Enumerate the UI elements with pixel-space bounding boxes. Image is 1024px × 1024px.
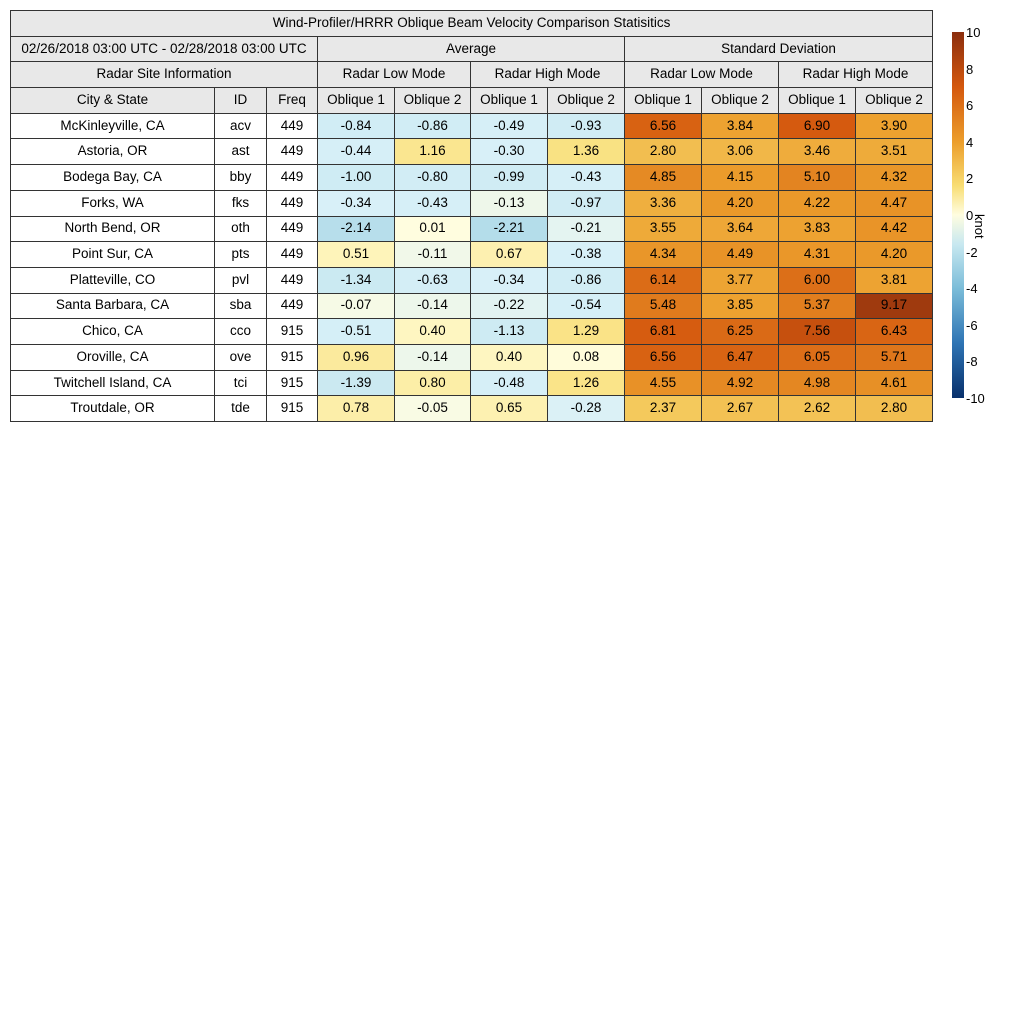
cell-avg-low-oblique-1: 0.96 — [318, 344, 395, 370]
cell-avg-low-oblique-1: -0.51 — [318, 319, 395, 345]
cell-city: McKinleyville, CA — [11, 113, 215, 139]
cell-freq: 449 — [267, 242, 318, 268]
date-range: 02/26/2018 03:00 UTC - 02/28/2018 03:00 UTC — [11, 36, 318, 62]
cell-freq: 915 — [267, 370, 318, 396]
colorbar-tick-label: 0 — [966, 208, 974, 223]
cell-avg-high-oblique-1: -0.13 — [471, 190, 548, 216]
cell-std-low-oblique-2: 4.15 — [702, 165, 779, 191]
cell-avg-low-oblique-2: -0.14 — [395, 293, 471, 319]
cell-std-high-oblique-2: 3.51 — [856, 139, 933, 165]
cell-avg-low-oblique-2: -0.43 — [395, 190, 471, 216]
table-row — [11, 190, 933, 216]
cell-avg-low-oblique-2: 0.01 — [395, 216, 471, 242]
cell-avg-low-oblique-1: -0.07 — [318, 293, 395, 319]
cell-freq: 449 — [267, 113, 318, 139]
cell-avg-high-oblique-2: 1.26 — [548, 370, 625, 396]
colorbar — [952, 32, 964, 398]
cell-std-high-oblique-1: 4.31 — [779, 242, 856, 268]
col-header-std-high-oblique-1: Oblique 1 — [779, 88, 856, 114]
cell-avg-low-oblique-2: 0.40 — [395, 319, 471, 345]
site-info-header: Radar Site Information — [11, 62, 318, 88]
col-header-avg-high-oblique-2: Oblique 2 — [548, 88, 625, 114]
cell-std-low-oblique-2: 3.85 — [702, 293, 779, 319]
cell-avg-high-oblique-2: -0.93 — [548, 113, 625, 139]
colorbar-tick-label: -8 — [966, 354, 978, 370]
avg-high-mode-header: Radar High Mode — [471, 62, 625, 88]
cell-std-low-oblique-1: 2.37 — [625, 396, 702, 422]
cell-city: Troutdale, OR — [11, 396, 215, 422]
std-low-mode-header: Radar Low Mode — [625, 62, 779, 88]
cell-std-high-oblique-1: 6.00 — [779, 267, 856, 293]
cell-std-high-oblique-2: 3.90 — [856, 113, 933, 139]
cell-id: pts — [215, 242, 267, 268]
table-row — [11, 216, 933, 242]
cell-std-low-oblique-2: 3.77 — [702, 267, 779, 293]
cell-avg-low-oblique-1: -1.39 — [318, 370, 395, 396]
cell-avg-high-oblique-2: -0.38 — [548, 242, 625, 268]
cell-freq: 449 — [267, 293, 318, 319]
cell-city: Chico, CA — [11, 319, 215, 345]
cell-std-high-oblique-2: 4.61 — [856, 370, 933, 396]
cell-city: Santa Barbara, CA — [11, 293, 215, 319]
cell-avg-high-oblique-2: -0.21 — [548, 216, 625, 242]
cell-avg-low-oblique-2: -0.11 — [395, 242, 471, 268]
cell-std-low-oblique-1: 5.48 — [625, 293, 702, 319]
cell-avg-low-oblique-1: 0.51 — [318, 242, 395, 268]
cell-id: ast — [215, 139, 267, 165]
cell-freq: 449 — [267, 216, 318, 242]
cell-id: sba — [215, 293, 267, 319]
table-row — [11, 165, 933, 191]
comparison-statistics-table — [10, 10, 933, 422]
cell-std-low-oblique-2: 3.06 — [702, 139, 779, 165]
cell-city: Platteville, CO — [11, 267, 215, 293]
cell-std-high-oblique-1: 2.62 — [779, 396, 856, 422]
cell-std-low-oblique-2: 6.47 — [702, 344, 779, 370]
cell-avg-high-oblique-2: 0.08 — [548, 344, 625, 370]
cell-id: acv — [215, 113, 267, 139]
cell-freq: 449 — [267, 267, 318, 293]
cell-avg-high-oblique-2: -0.86 — [548, 267, 625, 293]
cell-avg-low-oblique-2: -0.63 — [395, 267, 471, 293]
cell-std-high-oblique-2: 9.17 — [856, 293, 933, 319]
cell-avg-low-oblique-2: 1.16 — [395, 139, 471, 165]
colorbar-tick-label: -2 — [966, 244, 978, 260]
cell-freq: 915 — [267, 344, 318, 370]
cell-std-low-oblique-1: 3.36 — [625, 190, 702, 216]
cell-std-high-oblique-1: 3.83 — [779, 216, 856, 242]
cell-avg-low-oblique-1: -0.34 — [318, 190, 395, 216]
average-group-header: Average — [318, 36, 625, 62]
cell-avg-high-oblique-2: -0.43 — [548, 165, 625, 191]
cell-city: Twitchell Island, CA — [11, 370, 215, 396]
cell-std-low-oblique-1: 2.80 — [625, 139, 702, 165]
cell-id: cco — [215, 319, 267, 345]
cell-std-low-oblique-1: 4.34 — [625, 242, 702, 268]
cell-id: pvl — [215, 267, 267, 293]
cell-avg-low-oblique-1: -0.84 — [318, 113, 395, 139]
table-row — [11, 396, 933, 422]
table-title: Wind-Profiler/HRRR Oblique Beam Velocity Comparison Statisitics — [11, 11, 933, 37]
cell-avg-low-oblique-1: -0.44 — [318, 139, 395, 165]
cell-avg-high-oblique-1: -0.22 — [471, 293, 548, 319]
cell-avg-low-oblique-1: 0.78 — [318, 396, 395, 422]
cell-std-high-oblique-2: 2.80 — [856, 396, 933, 422]
cell-city: North Bend, OR — [11, 216, 215, 242]
cell-avg-low-oblique-1: -1.34 — [318, 267, 395, 293]
colorbar-tick-label: -4 — [966, 281, 978, 297]
cell-id: tci — [215, 370, 267, 396]
std-group-header: Standard Deviation — [625, 36, 933, 62]
cell-freq: 449 — [267, 190, 318, 216]
cell-id: oth — [215, 216, 267, 242]
cell-id: fks — [215, 190, 267, 216]
cell-city: Forks, WA — [11, 190, 215, 216]
table-body — [11, 113, 933, 421]
col-header-std-low-oblique-2: Oblique 2 — [702, 88, 779, 114]
cell-avg-low-oblique-1: -2.14 — [318, 216, 395, 242]
cell-avg-high-oblique-1: -0.49 — [471, 113, 548, 139]
cell-city: Bodega Bay, CA — [11, 165, 215, 191]
table-row — [11, 139, 933, 165]
colorbar-tick-label: 10 — [966, 25, 981, 40]
cell-avg-high-oblique-2: -0.54 — [548, 293, 625, 319]
cell-avg-high-oblique-1: 0.40 — [471, 344, 548, 370]
cell-id: tde — [215, 396, 267, 422]
colorbar-label: knot — [972, 214, 987, 239]
cell-std-low-oblique-1: 4.85 — [625, 165, 702, 191]
cell-city: Oroville, CA — [11, 344, 215, 370]
cell-std-high-oblique-2: 4.32 — [856, 165, 933, 191]
colorbar-gradient — [952, 32, 964, 398]
cell-std-low-oblique-2: 2.67 — [702, 396, 779, 422]
cell-avg-high-oblique-1: -0.99 — [471, 165, 548, 191]
table-row — [11, 113, 933, 139]
col-header-avg-low-oblique-1: Oblique 1 — [318, 88, 395, 114]
cell-avg-low-oblique-2: -0.80 — [395, 165, 471, 191]
cell-std-low-oblique-2: 3.64 — [702, 216, 779, 242]
cell-id: bby — [215, 165, 267, 191]
cell-avg-low-oblique-1: -1.00 — [318, 165, 395, 191]
cell-std-high-oblique-1: 5.10 — [779, 165, 856, 191]
col-header-std-high-oblique-2: Oblique 2 — [856, 88, 933, 114]
cell-std-high-oblique-1: 4.22 — [779, 190, 856, 216]
cell-std-high-oblique-1: 4.98 — [779, 370, 856, 396]
colorbar-tick-label: 8 — [966, 61, 974, 77]
cell-std-low-oblique-2: 4.92 — [702, 370, 779, 396]
table-row — [11, 267, 933, 293]
cell-id: ove — [215, 344, 267, 370]
col-header-avg-low-oblique-2: Oblique 2 — [395, 88, 471, 114]
cell-avg-high-oblique-1: 0.67 — [471, 242, 548, 268]
cell-std-low-oblique-1: 6.56 — [625, 344, 702, 370]
colorbar-tick-label: 2 — [966, 171, 974, 187]
col-header-id: ID — [215, 88, 267, 114]
cell-avg-low-oblique-2: -0.14 — [395, 344, 471, 370]
cell-std-low-oblique-1: 6.14 — [625, 267, 702, 293]
cell-std-high-oblique-1: 3.46 — [779, 139, 856, 165]
cell-avg-low-oblique-2: 0.80 — [395, 370, 471, 396]
cell-avg-high-oblique-2: -0.28 — [548, 396, 625, 422]
cell-std-low-oblique-2: 3.84 — [702, 113, 779, 139]
cell-std-high-oblique-1: 6.05 — [779, 344, 856, 370]
cell-avg-high-oblique-1: -0.48 — [471, 370, 548, 396]
colorbar-tick-label: -6 — [966, 317, 978, 333]
col-header-freq: Freq — [267, 88, 318, 114]
cell-avg-high-oblique-1: 0.65 — [471, 396, 548, 422]
cell-avg-high-oblique-2: 1.29 — [548, 319, 625, 345]
cell-std-low-oblique-1: 4.55 — [625, 370, 702, 396]
cell-avg-low-oblique-2: -0.86 — [395, 113, 471, 139]
cell-freq: 449 — [267, 139, 318, 165]
std-high-mode-header: Radar High Mode — [779, 62, 933, 88]
cell-std-high-oblique-2: 6.43 — [856, 319, 933, 345]
avg-low-mode-header: Radar Low Mode — [318, 62, 471, 88]
cell-freq: 915 — [267, 319, 318, 345]
table-row — [11, 242, 933, 268]
cell-freq: 915 — [267, 396, 318, 422]
col-header-avg-high-oblique-1: Oblique 1 — [471, 88, 548, 114]
cell-avg-high-oblique-1: -1.13 — [471, 319, 548, 345]
colorbar-tick-label: 4 — [966, 134, 974, 150]
cell-avg-high-oblique-2: -0.97 — [548, 190, 625, 216]
col-header-city: City & State — [11, 88, 215, 114]
table-row — [11, 370, 933, 396]
cell-city: Astoria, OR — [11, 139, 215, 165]
cell-std-low-oblique-1: 6.56 — [625, 113, 702, 139]
cell-std-low-oblique-2: 6.25 — [702, 319, 779, 345]
cell-freq: 449 — [267, 165, 318, 191]
cell-std-low-oblique-2: 4.20 — [702, 190, 779, 216]
table-row — [11, 344, 933, 370]
cell-std-low-oblique-2: 4.49 — [702, 242, 779, 268]
cell-std-high-oblique-2: 4.20 — [856, 242, 933, 268]
cell-std-high-oblique-2: 3.81 — [856, 267, 933, 293]
colorbar-tick-label: -10 — [966, 391, 985, 406]
cell-std-high-oblique-2: 4.42 — [856, 216, 933, 242]
colorbar-tick-label: 6 — [966, 98, 974, 114]
table-row — [11, 293, 933, 319]
cell-avg-high-oblique-1: -0.34 — [471, 267, 548, 293]
cell-std-low-oblique-1: 3.55 — [625, 216, 702, 242]
col-header-std-low-oblique-1: Oblique 1 — [625, 88, 702, 114]
cell-avg-high-oblique-2: 1.36 — [548, 139, 625, 165]
cell-avg-low-oblique-2: -0.05 — [395, 396, 471, 422]
cell-std-high-oblique-2: 4.47 — [856, 190, 933, 216]
cell-city: Point Sur, CA — [11, 242, 215, 268]
cell-std-low-oblique-1: 6.81 — [625, 319, 702, 345]
cell-std-high-oblique-1: 6.90 — [779, 113, 856, 139]
table-row — [11, 319, 933, 345]
cell-std-high-oblique-1: 5.37 — [779, 293, 856, 319]
cell-avg-high-oblique-1: -0.30 — [471, 139, 548, 165]
cell-std-high-oblique-1: 7.56 — [779, 319, 856, 345]
cell-avg-high-oblique-1: -2.21 — [471, 216, 548, 242]
cell-std-high-oblique-2: 5.71 — [856, 344, 933, 370]
